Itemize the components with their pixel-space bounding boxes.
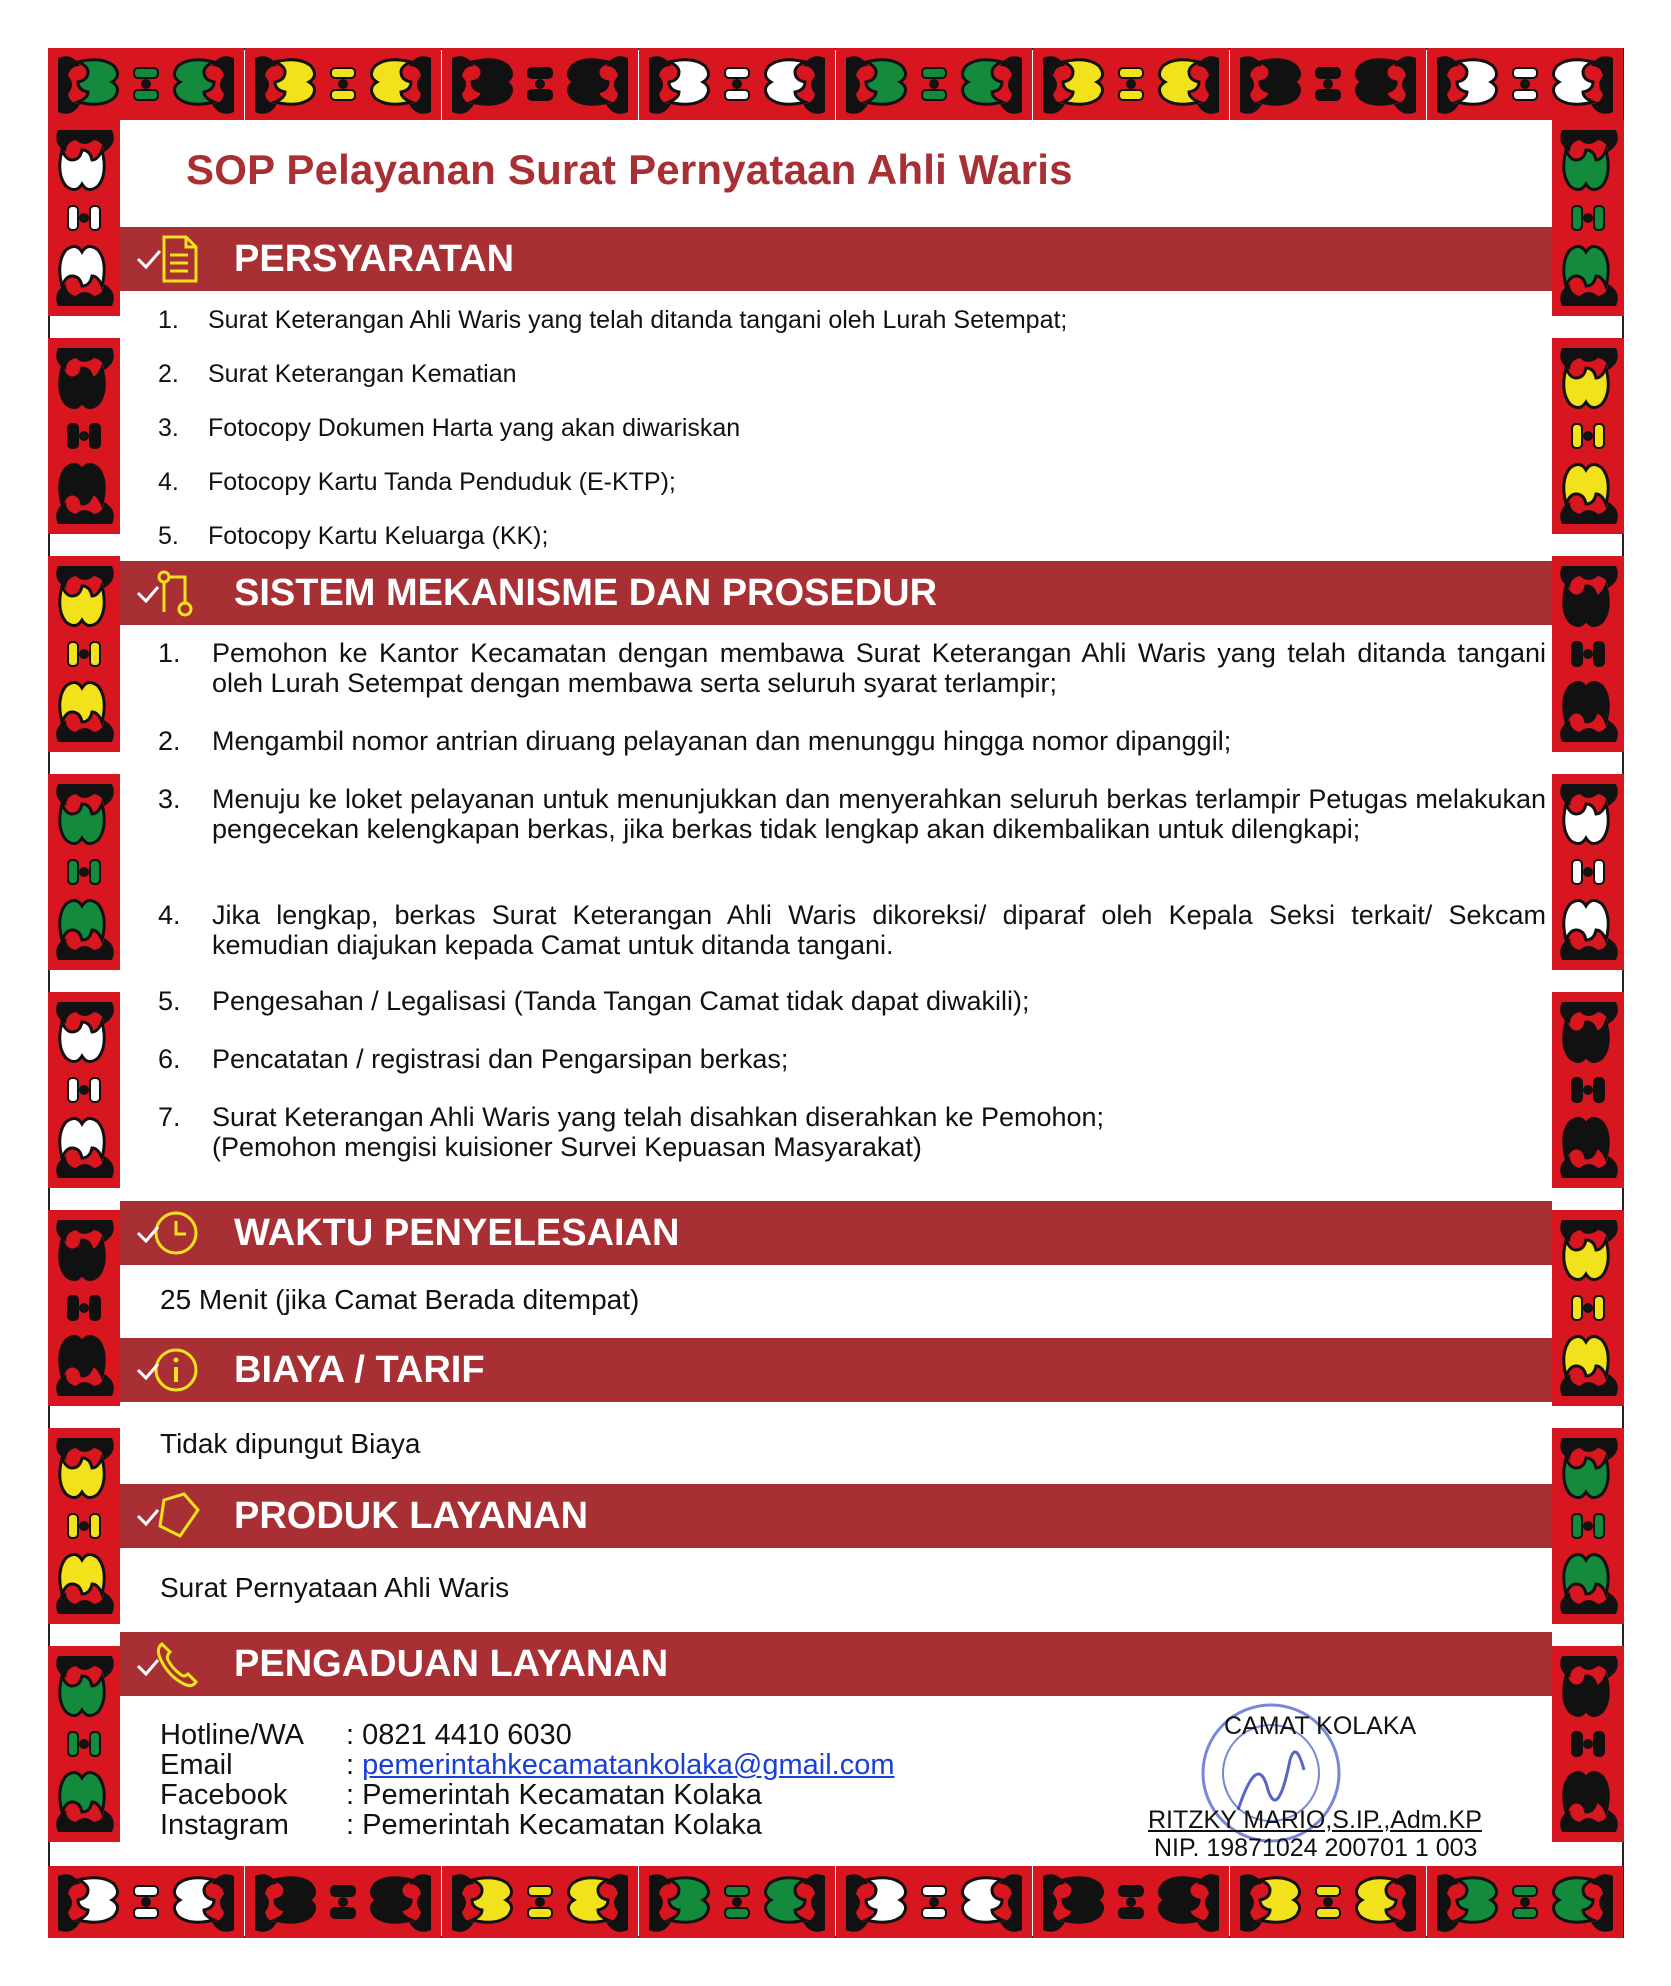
contact-row-instagram	[160, 1810, 894, 1840]
item-number: 7.	[158, 1102, 181, 1132]
item-number: 4.	[158, 900, 181, 930]
list-item	[158, 726, 1546, 756]
list-item	[158, 1044, 1546, 1074]
item-text	[212, 1102, 1546, 1162]
item-text: Fotocopy Kartu Tanda Penduduk (E-KTP);	[208, 468, 676, 496]
item-text-line-2: (Pemohon mengisi kuisioner Survei Kepuasan Masyarakat)	[212, 1132, 922, 1162]
item-text: Pengesahan / Legalisasi (Tanda Tangan Camat tidak dapat diwakili);	[212, 986, 1030, 1016]
list-item	[158, 784, 1546, 844]
clock-check-icon	[134, 1207, 204, 1259]
list-item	[158, 522, 548, 551]
list-item	[158, 468, 676, 497]
section-header-waktu	[120, 1201, 1552, 1265]
item-text: Fotocopy Dokumen Harta yang akan diwariskan	[208, 414, 741, 442]
item-text: Pencatatan / registrasi dan Pengarsipan berkas;	[212, 1044, 789, 1074]
contact-block	[160, 1720, 894, 1840]
page-title: SOP Pelayanan Surat Pernyataan Ahli Waris	[186, 146, 1073, 193]
contact-value: : Pemerintah Kecamatan Kolaka	[346, 1779, 762, 1811]
item-number: 2.	[158, 726, 181, 756]
section-header-pengaduan	[120, 1632, 1552, 1696]
flow-icon	[134, 567, 204, 619]
email-link[interactable]: pemerintahkecamatankolaka@gmail.com	[362, 1749, 895, 1781]
item-number: 1.	[158, 638, 181, 668]
list-item	[158, 414, 740, 443]
contact-row-email	[160, 1750, 894, 1780]
section-header-produk	[120, 1484, 1552, 1548]
item-number: 1.	[158, 306, 179, 334]
item-text: Fotocopy Kartu Keluarga (KK);	[208, 522, 549, 550]
item-number: 6.	[158, 1044, 181, 1074]
border-right-ornament	[1552, 120, 1624, 1866]
item-number: 5.	[158, 522, 179, 550]
contact-label: Facebook	[160, 1779, 288, 1811]
list-item	[158, 306, 1067, 335]
border-top-ornament	[48, 48, 1624, 120]
signatory-nip: NIP. 19871024 200701 1 003	[1154, 1834, 1478, 1862]
section-header-prosedur	[120, 561, 1552, 625]
border-left-ornament	[48, 120, 120, 1866]
document-check-icon	[134, 233, 204, 285]
section-heading: WAKTU PENYELESAIAN	[234, 1211, 680, 1254]
item-text-line-1: Surat Keterangan Ahli Waris yang telah disahkan diserahkan ke Pemohon;	[212, 1102, 1105, 1132]
contact-label: Email	[160, 1749, 233, 1781]
item-text: Surat Keterangan Kematian	[208, 360, 517, 388]
item-text: Pemohon ke Kantor Kecamatan dengan membawa Surat Keterangan Ahli Waris yang telah ditanda tangani oleh Lurah Setempat dengan membawa serta seluruh syarat terlampir;	[212, 638, 1546, 698]
item-number: 5.	[158, 986, 181, 1016]
section-heading: SISTEM MEKANISME DAN PROSEDUR	[234, 571, 938, 614]
section-header-biaya	[120, 1338, 1552, 1402]
section-heading: PRODUK LAYANAN	[234, 1494, 589, 1537]
item-number: 3.	[158, 414, 179, 442]
item-number: 2.	[158, 360, 179, 388]
signatory-name: RITZKY MARIO,S.IP.,Adm.KP	[1148, 1806, 1482, 1834]
waktu-text: 25 Menit (jika Camat Berada ditempat)	[160, 1284, 640, 1315]
border-bottom-ornament	[48, 1866, 1624, 1938]
info-check-icon	[134, 1344, 204, 1396]
contact-label: Instagram	[160, 1809, 289, 1841]
item-text: Mengambil nomor antrian diruang pelayanan dan menunggu hingga nomor dipanggil;	[212, 726, 1232, 756]
tag-check-icon	[134, 1490, 204, 1542]
produk-text: Surat Pernyataan Ahli Waris	[160, 1572, 510, 1603]
signatory-title: CAMAT KOLAKA	[1224, 1712, 1417, 1740]
list-item	[158, 900, 1546, 960]
list-item	[158, 360, 517, 389]
section-heading: PENGADUAN LAYANAN	[234, 1642, 669, 1685]
list-item	[158, 986, 1546, 1016]
section-header-persyaratan	[120, 227, 1552, 291]
contact-label: Hotline/WA	[160, 1719, 304, 1751]
contact-row-facebook	[160, 1780, 894, 1810]
contact-value: : Pemerintah Kecamatan Kolaka	[346, 1809, 762, 1841]
phone-check-icon	[134, 1638, 204, 1690]
contact-value: : 0821 4410 6030	[346, 1719, 572, 1751]
list-item	[158, 638, 1546, 698]
item-number: 4.	[158, 468, 179, 496]
item-text: Surat Keterangan Ahli Waris yang telah ditanda tangani oleh Lurah Setempat;	[208, 306, 1068, 334]
item-text: Menuju ke loket pelayanan untuk menunjukkan dan menyerahkan seluruh berkas terlampir Petugas melakukan pengecekan kelengkapan berkas, jika berkas tidak lengkap akan dikembalikan untuk dilengkapi;	[212, 784, 1546, 844]
contact-row-hotline	[160, 1720, 894, 1750]
item-text: Jika lengkap, berkas Surat Keterangan Ahli Waris dikoreksi/ diparaf oleh Kepala Seksi terkait/ Sekcam kemudian diajukan kepada Camat untuk ditanda tangani.	[212, 900, 1546, 960]
list-item	[158, 1102, 1546, 1162]
item-number: 3.	[158, 784, 181, 814]
contact-colon: :	[346, 1749, 363, 1781]
section-heading: BIAYA / TARIF	[234, 1348, 485, 1391]
section-heading: PERSYARATAN	[234, 237, 515, 280]
biaya-text: Tidak dipungut Biaya	[160, 1428, 421, 1459]
